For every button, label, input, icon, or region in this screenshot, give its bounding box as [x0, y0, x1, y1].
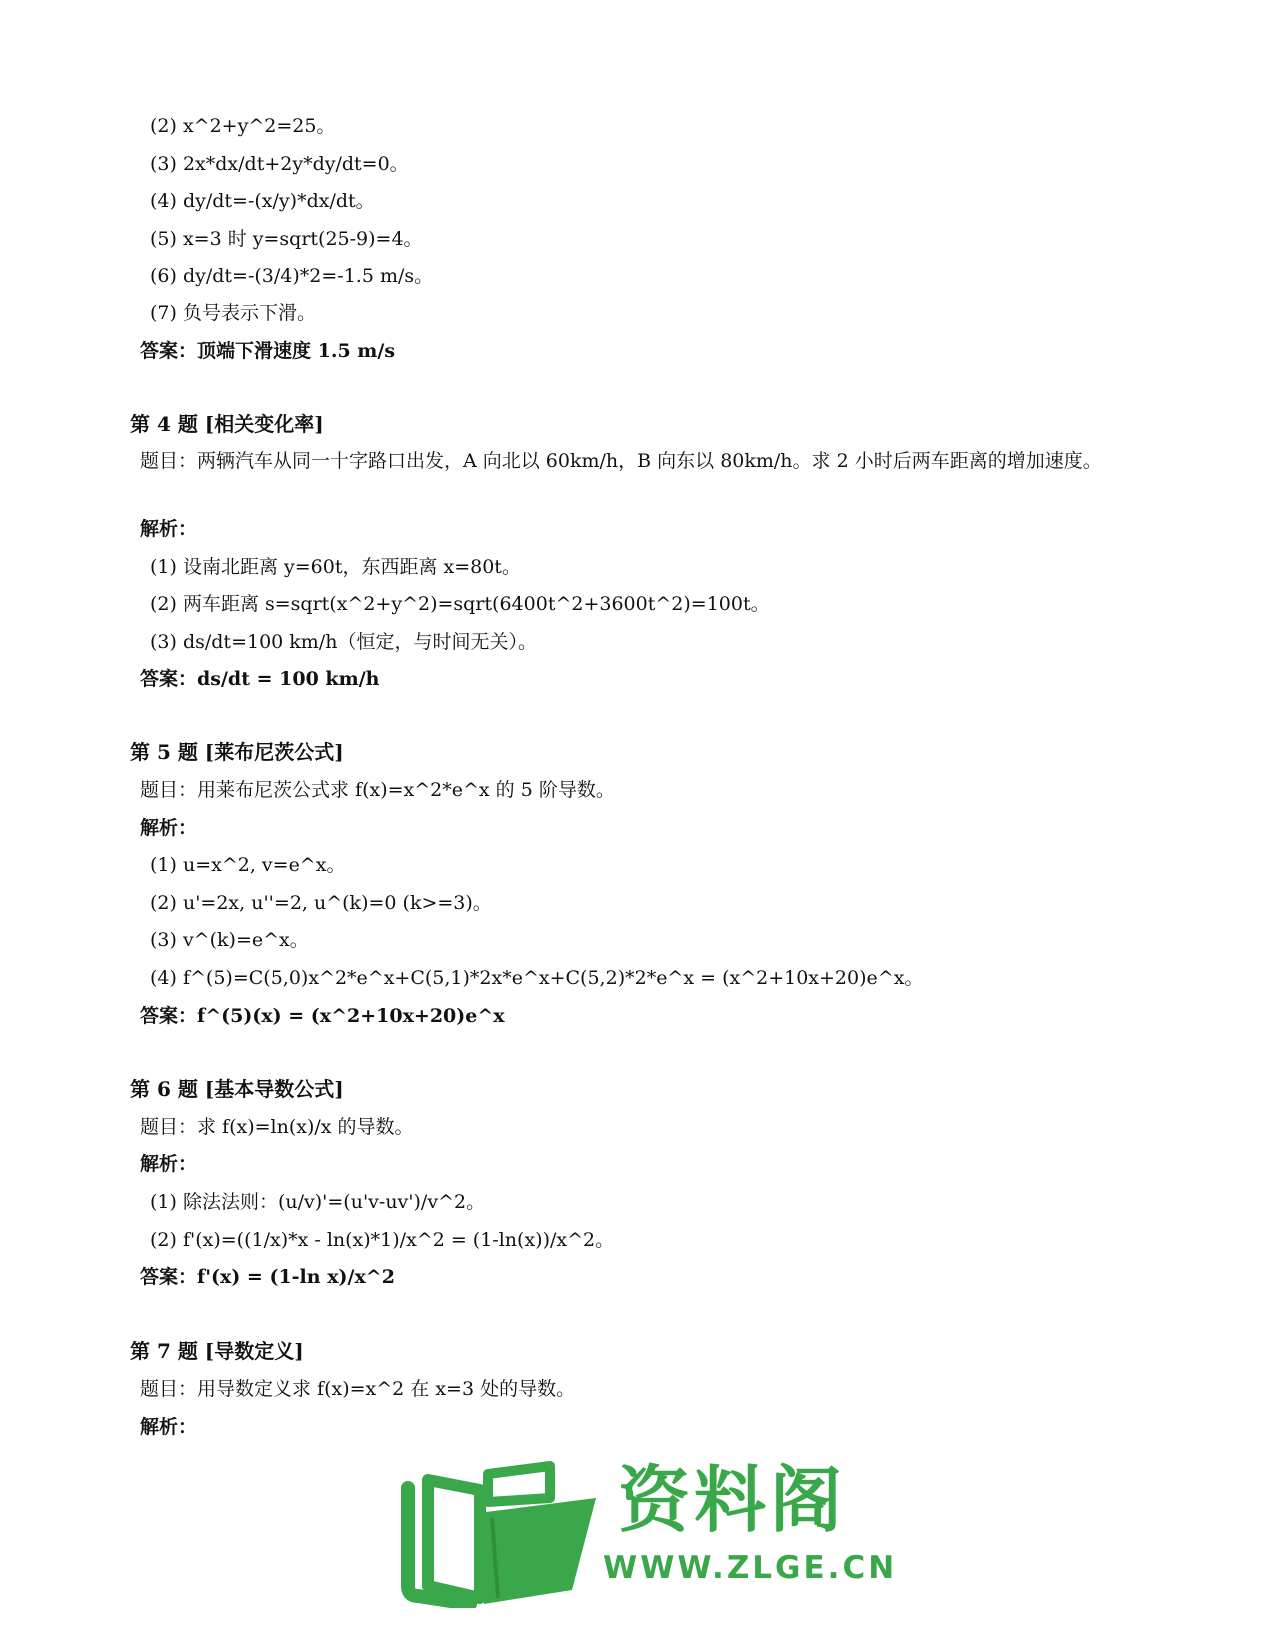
watermark-url: WWW.ZLGE.CN — [603, 1550, 898, 1586]
answer-label: 答案： — [140, 668, 198, 690]
q6-answer — [140, 1264, 395, 1290]
answer-value: 顶端下滑速度 1.5 m/s — [197, 340, 396, 362]
q5-answer — [140, 1003, 505, 1029]
q4-step-3: (3) ds/dt=100 km/h（恒定，与时间无关）。 — [150, 631, 537, 653]
watermark — [400, 1458, 898, 1608]
q4-problem: 题目：两辆汽车从同一十字路口出发，A 向北以 60km/h，B 向东以 80km/h。求 2 小时后两车距离的增加速度。 — [140, 450, 1102, 472]
q5-heading: 第 5 题 [莱布尼茨公式] — [130, 740, 344, 764]
answer-label: 答案： — [140, 1266, 198, 1288]
q5-analysis-label: 解析： — [140, 817, 198, 839]
q3-step-3: (3) 2x*dx/dt+2y*dy/dt=0。 — [150, 153, 409, 175]
answer-label: 答案： — [140, 340, 198, 362]
answer-value: ds/dt = 100 km/h — [197, 668, 380, 690]
q4-heading: 第 4 题 [相关变化率] — [130, 412, 324, 436]
q6-analysis-label: 解析： — [140, 1153, 198, 1175]
watermark-text-cn: 资料阁 — [618, 1458, 847, 1542]
q5-step-2: (2) u'=2x, u''=2, u^(k)=0 (k>=3)。 — [150, 892, 492, 914]
q4-step-2: (2) 两车距离 s=sqrt(x^2+y^2)=sqrt(6400t^2+3600t^2)=100t。 — [150, 593, 770, 615]
q3-step-6: (6) dy/dt=-(3/4)*2=-1.5 m/s。 — [150, 265, 434, 287]
q6-problem: 题目：求 f(x)=ln(x)/x 的导数。 — [140, 1116, 414, 1138]
q4-answer — [140, 666, 379, 692]
q5-step-1: (1) u=x^2, v=e^x。 — [150, 854, 346, 876]
q3-step-7: (7) 负号表示下滑。 — [150, 302, 316, 324]
q5-step-3: (3) v^(k)=e^x。 — [150, 929, 309, 951]
answer-label: 答案： — [140, 1005, 198, 1027]
q7-heading: 第 7 题 [导数定义] — [130, 1339, 304, 1363]
q6-heading: 第 6 题 [基本导数公式] — [130, 1077, 344, 1101]
q5-step-4: (4) f^(5)=C(5,0)x^2*e^x+C(5,1)*2x*e^x+C(5,2)*2*e^x = (x^2+10x+20)e^x。 — [150, 967, 924, 989]
open-book-icon — [400, 1458, 610, 1608]
q3-step-2: (2) x^2+y^2=25。 — [150, 115, 336, 137]
q3-answer — [140, 338, 395, 364]
q3-step-5: (5) x=3 时 y=sqrt(25-9)=4。 — [150, 228, 423, 250]
answer-value: f^(5)(x) = (x^2+10x+20)e^x — [197, 1005, 505, 1027]
q6-step-1: (1) 除法法则：(u/v)'=(u'v-uv')/v^2。 — [150, 1191, 486, 1213]
q3-step-4: (4) dy/dt=-(x/y)*dx/dt。 — [150, 190, 375, 212]
q4-step-1: (1) 设南北距离 y=60t，东西距离 x=80t。 — [150, 556, 521, 578]
q7-analysis-label: 解析： — [140, 1416, 198, 1438]
q7-problem: 题目：用导数定义求 f(x)=x^2 在 x=3 处的导数。 — [140, 1378, 576, 1400]
answer-value: f'(x) = (1-ln x)/x^2 — [197, 1266, 395, 1288]
q4-analysis-label: 解析： — [140, 518, 198, 540]
q6-step-2: (2) f'(x)=((1/x)*x - ln(x)*1)/x^2 = (1-ln(x))/x^2。 — [150, 1229, 615, 1251]
q5-problem: 题目：用莱布尼茨公式求 f(x)=x^2*e^x 的 5 阶导数。 — [140, 779, 615, 801]
